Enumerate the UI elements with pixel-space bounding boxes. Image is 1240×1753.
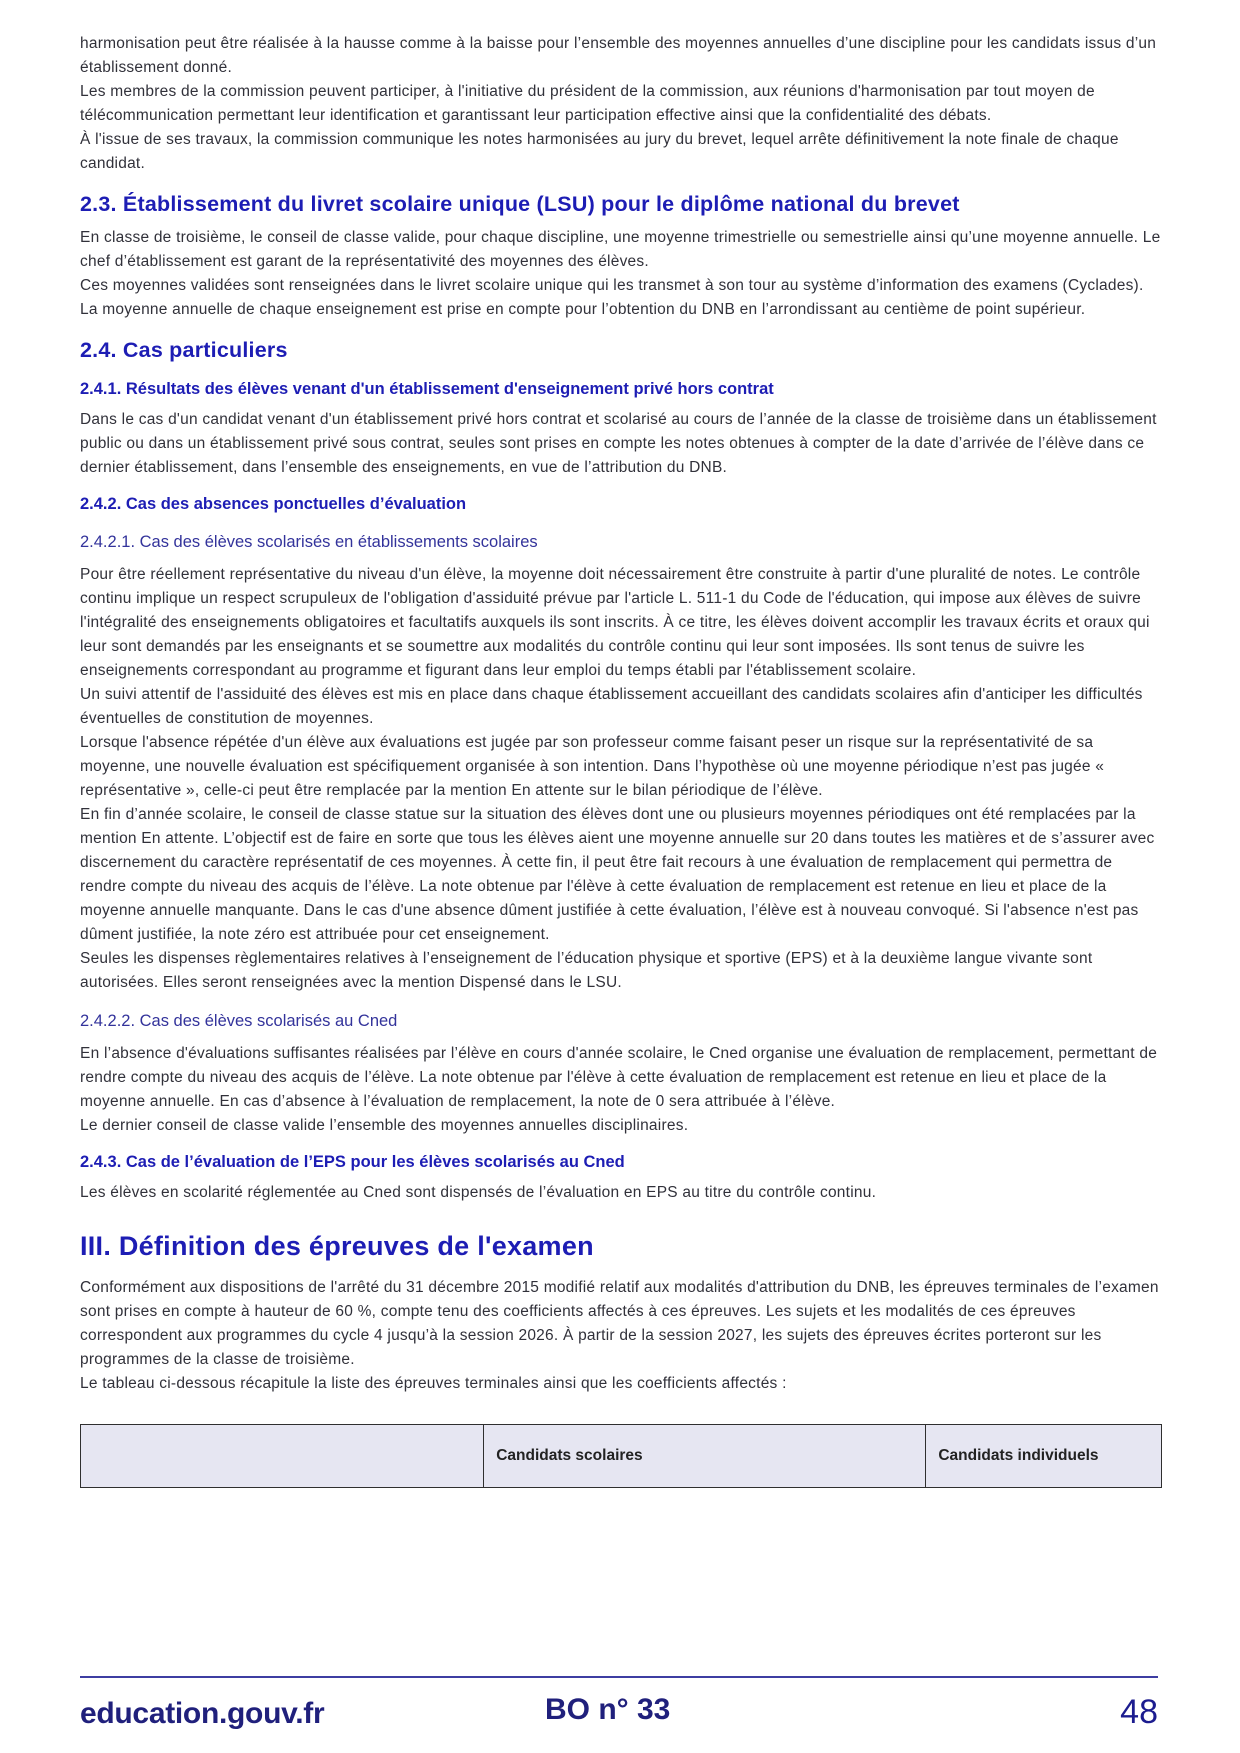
- section-2-4-heading: 2.4. Cas particuliers: [80, 338, 288, 362]
- paragraph: En fin d’année scolaire, le conseil de classe statue sur la situation des élèves dont une ou plusieurs moyennes périodiques ont été remplacées par la mention En attente. L’objectif est de faire en sorte que tous les élèves aient une moyenne annuelle sur 20 dans toutes les matières et de s’assurer avec discernement du caractère représentatif de ces moyennes. À cette fin, il peut être fait recours à une évaluation de remplacement qui permettra de rendre compte du niveau des acquis de l’élève. La note obtenue par l'élève à cette évaluation de remplacement est retenue en lieu et place de la moyenne annuelle manquante. Dans le cas d'une absence dûment justifiée à cette évaluation, l’élève est à nouveau convoqué. Si l'absence n'est pas dûment justifiée, la note zéro est attribuée pour cet enseignement.: [80, 806, 1155, 943]
- paragraph: En l’absence d'évaluations suffisantes réalisées par l’élève en cours d'année scolaire, le Cned organise une évaluation de remplacement, permettant de rendre compte du niveau des acquis de l’élève. La note obtenue par l'élève à cette évaluation de remplacement est retenue en lieu et place de la moyenne annuelle. En cas d’absence à l’évaluation de remplacement, la note de 0 sera attribuée à l’élève.: [80, 1045, 1158, 1110]
- paragraph: Les membres de la commission peuvent participer, à l'initiative du président de la commission, aux réunions d'harmonisation par tout moyen de télécommunication permettant leur identification et garantissant leur participation effective ainsi que la confidentialité des débats.: [80, 83, 1095, 124]
- paragraph: Ces moyennes validées sont renseignées dans le livret scolaire unique qui les transmet à son tour au système d’information des examens (Cyclades). La moyenne annuelle de chaque enseignement est prise en compte pour l’obtention du DNB en l’arrondissant au centième de point supérieur.: [80, 277, 1144, 318]
- section-2-3-heading: 2.3. Établissement du livret scolaire unique (LSU) pour le diplôme national du brevet: [80, 192, 960, 216]
- table-header-empty-cell: [81, 1425, 484, 1488]
- paragraph: À l'issue de ses travaux, la commission communique les notes harmonisées au jury du brevet, lequel arrête définitivement la note finale de chaque candidat.: [80, 131, 1119, 172]
- section-3-heading: III. Définition des épreuves de l'examen: [80, 1231, 594, 1261]
- paragraph: Un suivi attentif de l'assiduité des élèves est mis en place dans chaque établissement accueillant des candidats scolaires afin d'anticiper les difficultés éventuelles de constitution de moyennes.: [80, 686, 1143, 727]
- paragraph: Dans le cas d'un candidat venant d'un établissement privé hors contrat et scolarisé au cours de l’année de la classe de troisième dans un établissement public ou dans un établissement privé sous contrat, seules sont prises en compte les notes obtenues à compter de la date d’arrivée de l’élève dans ce dernier établissement, dans l’ensemble des enseignements, en vue de l’attribution du DNB.: [80, 411, 1157, 476]
- epreuves-terminales-table: [80, 1424, 1162, 1488]
- section-2-4-2-heading: 2.4.2. Cas des absences ponctuelles d’évaluation: [80, 495, 467, 513]
- footer-divider: [80, 1676, 1158, 1678]
- paragraph: En classe de troisième, le conseil de classe valide, pour chaque discipline, une moyenne trimestrielle ou semestrielle ainsi qu’une moyenne annuelle. Le chef d’établissement est garant de la représentativité des moyennes des élèves.: [80, 229, 1161, 270]
- footer-bulletin-label: BO n° 33: [545, 1693, 671, 1726]
- paragraph: Lorsque l'absence répétée d'un élève aux évaluations est jugée par son professeur comme faisant peser un risque sur la représentativité de sa moyenne, une nouvelle évaluation est spécifiquement organisée à son intention. Dans l’hypothèse où une moyenne périodique n’est pas jugée « représentative », celle-ci peut être remplacée par la mention En attente sur le bilan périodique de l’élève.: [80, 734, 1105, 799]
- paragraph: Les élèves en scolarité réglementée au Cned sont dispensés de l’évaluation en EPS au titre du contrôle continu.: [80, 1184, 877, 1201]
- footer-site-link[interactable]: education.gouv.fr: [80, 1697, 325, 1730]
- table-header-candidats-individuels: Candidats individuels: [926, 1425, 1162, 1488]
- section-2-4-1-heading: 2.4.1. Résultats des élèves venant d'un établissement d'enseignement privé hors contrat: [80, 380, 774, 398]
- paragraph: Pour être réellement représentative du niveau d'un élève, la moyenne doit nécessairement être construite à partir d'une pluralité de notes. Le contrôle continu implique un respect scrupuleux de l'obligation d'assiduité prévue par l'article L. 511-1 du Code de l'éducation, qui impose aux élèves de suivre l'intégralité des enseignements obligatoires et facultatifs auxquels ils sont inscrits. À ce titre, les élèves doivent accomplir les travaux écrits et oraux qui leur sont demandés par les enseignants et se soumettre aux modalités du contrôle continu qui leur sont imposées. Ils sont tenus de suivre les enseignements correspondant au programme et figurant dans leur emploi du temps établi par l'établissement scolaire.: [80, 566, 1150, 679]
- paragraph: Le tableau ci-dessous récapitule la liste des épreuves terminales ainsi que les coefficients affectés :: [80, 1375, 787, 1392]
- page-footer: [80, 1676, 1158, 1732]
- paragraph: Conformément aux dispositions de l'arrêté du 31 décembre 2015 modifié relatif aux modalités d'attribution du DNB, les épreuves terminales de l’examen sont prises en compte à hauteur de 60 %, compte tenu des coefficients affectés à ces épreuves. Les sujets et les modalités de ces épreuves correspondent aux programmes du cycle 4 jusqu’à la session 2026. À partir de la session 2027, les sujets des épreuves écrites porteront sur les programmes de la classe de troisième.: [80, 1279, 1159, 1368]
- paragraph: harmonisation peut être réalisée à la hausse comme à la baisse pour l’ensemble des moyennes annuelles d’une discipline pour les candidats issus d’un établissement donné.: [80, 35, 1157, 76]
- document-content: [80, 0, 1162, 1488]
- footer-page-number: 48: [1120, 1693, 1158, 1731]
- paragraph: Seules les dispenses règlementaires relatives à l’enseignement de l’éducation physique et sportive (EPS) et à la deuxième langue vivante sont autorisées. Elles seront renseignées avec la mention Dispensé dans le LSU.: [80, 950, 1093, 991]
- paragraph: Le dernier conseil de classe valide l’ensemble des moyennes annuelles disciplinaires.: [80, 1117, 689, 1134]
- section-2-4-2-2-heading: 2.4.2.2. Cas des élèves scolarisés au Cned: [80, 1012, 398, 1030]
- table-header-row: [81, 1425, 1162, 1488]
- section-2-4-2-1-heading: 2.4.2.1. Cas des élèves scolarisés en établissements scolaires: [80, 533, 538, 551]
- table-header-candidats-scolaires: Candidats scolaires: [484, 1425, 926, 1488]
- section-2-4-3-heading: 2.4.3. Cas de l’évaluation de l’EPS pour les élèves scolarisés au Cned: [80, 1153, 625, 1171]
- footer-row: [80, 1693, 1158, 1732]
